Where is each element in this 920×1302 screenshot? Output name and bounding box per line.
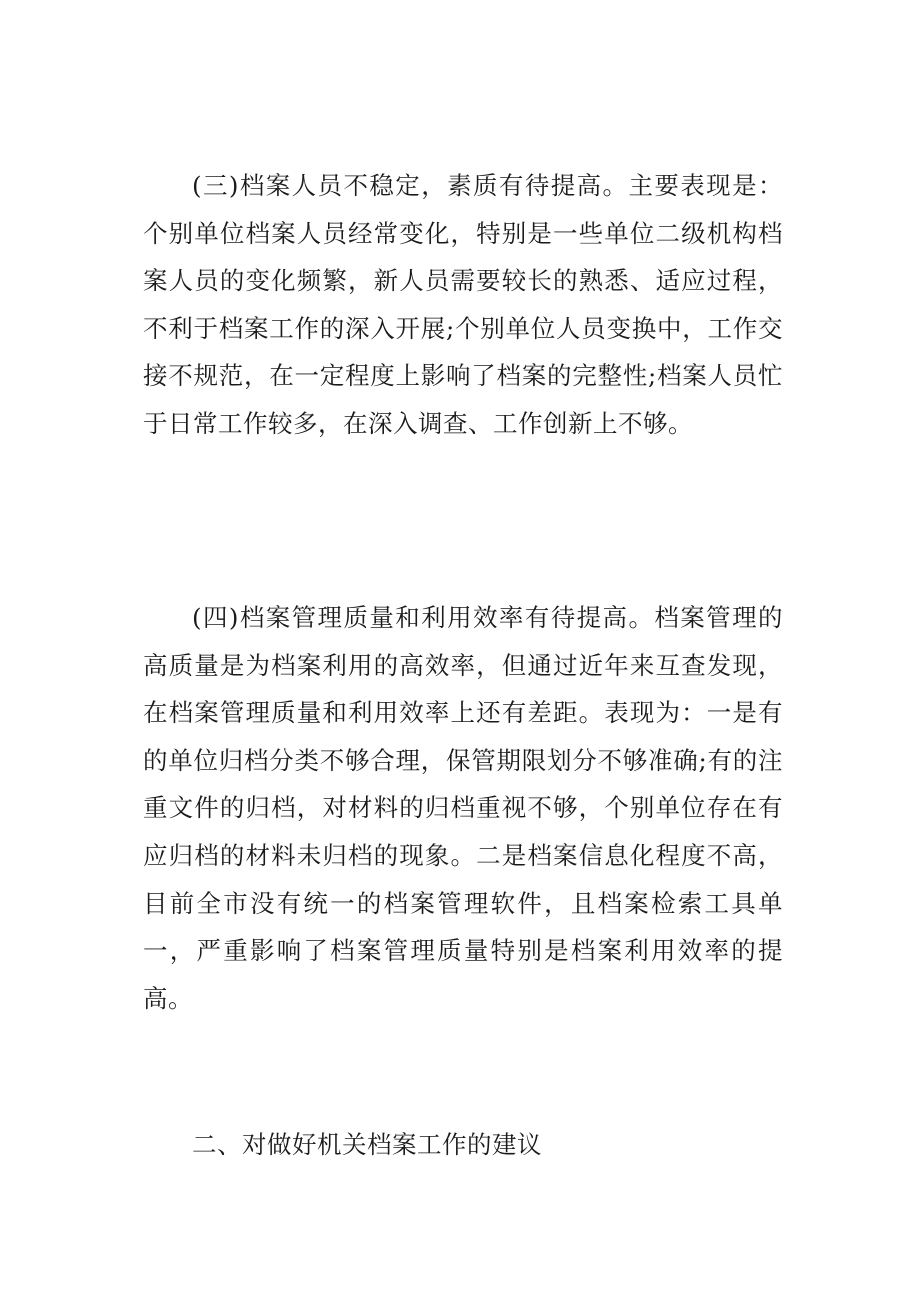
section-heading-suggestions: 二、对做好机关档案工作的建议 <box>192 1130 542 1159</box>
paragraph-archive-staff: (三)档案人员不稳定，素质有待提高。主要表现是：个别单位档案人员经常变化，特别是一些单位二级机构档案人员的变化频繁，新人员需要较长的熟悉、适应过程，不利于档案工作的深入开展;个别单位人员变换中，工作交接不规范，在一定程度上影响了档案的完整性;档案人员忙于日常工作较多，在深入调查、工作创新上不够。 <box>143 171 783 438</box>
paragraph-archive-quality: (四)档案管理质量和利用效率有待提高。档案管理的高质量是为档案利用的高效率，但通过近年来互查发现，在档案管理质量和利用效率上还有差距。表现为：一是有的单位归档分类不够合理，保管期限划分不够准确;有的注重文件的归档，对材料的归档重视不够，个别单位存在有应归档的材料未归档的现象。二是档案信息化程度不高，目前全市没有统一的档案管理软件，且档案检索工具单一，严重影响了档案管理质量特别是档案利用效率的提高。 <box>143 603 783 1013</box>
